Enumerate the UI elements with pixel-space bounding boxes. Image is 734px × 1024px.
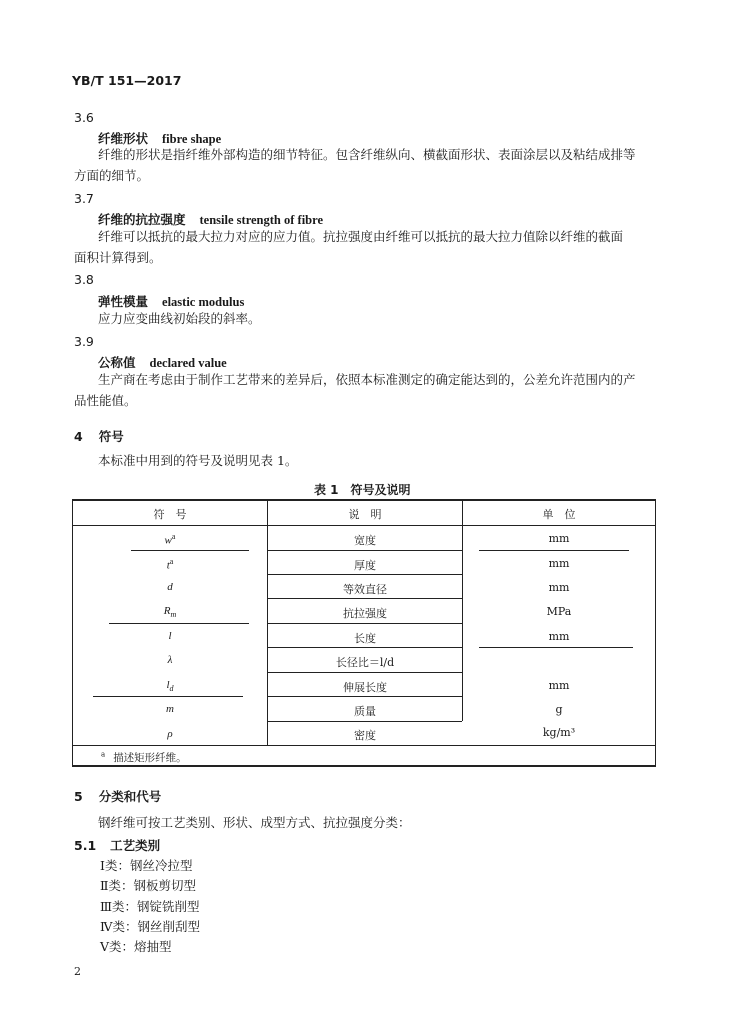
term-definition-line: 应力应变曲线初始段的斜率。 <box>98 311 261 326</box>
term-number: 3.7 <box>74 191 94 206</box>
page-number: 2 <box>74 965 81 978</box>
term-title-cn: 公称值 <box>98 355 136 370</box>
table-caption-title: 符号及说明 <box>350 483 411 497</box>
table-cell-description: 等效直径 <box>343 583 387 596</box>
term-definition-line: 方面的细节。 <box>74 168 150 183</box>
list-item: Ⅲ类：钢锭铣削型 <box>100 899 200 914</box>
table-cell-unit: MPa <box>546 605 572 618</box>
section-heading <box>74 787 161 805</box>
table-cell-symbol: $R_m$ <box>163 605 177 620</box>
table-cell-description: 长径比＝l/d <box>335 656 395 669</box>
table-cell-description: 密度 <box>354 729 376 742</box>
term-title <box>98 210 323 228</box>
section-title: 分类和代号 <box>98 789 162 804</box>
term-title <box>98 292 244 310</box>
table-cell-unit: kg/m³ <box>542 726 576 739</box>
table-cell-symbol: $t^a$ <box>166 557 174 572</box>
footnote-text: 描述矩形纤维。 <box>113 752 187 764</box>
table-cell-symbol: $w^a$ <box>164 532 176 547</box>
term-title-en: elastic modulus <box>162 295 245 309</box>
table-rule <box>131 550 249 551</box>
table-rule <box>479 550 629 551</box>
table-rule <box>267 598 462 599</box>
section-number: 5 <box>74 789 83 804</box>
section-heading <box>74 427 124 445</box>
subsection-title: 工艺类别 <box>110 838 161 853</box>
term-title-cn: 弹性模量 <box>98 294 149 309</box>
table-rule <box>73 525 655 526</box>
section-intro: 本标准中用到的符号及说明见表 1。 <box>98 453 298 468</box>
table-cell-unit: mm <box>548 581 570 594</box>
table-cell-unit: mm <box>548 679 570 692</box>
table-cell-description: 质量 <box>354 705 376 718</box>
list-item: Ⅳ类：钢丝削刮型 <box>100 919 200 934</box>
table-rule <box>267 574 462 575</box>
term-title-en: tensile strength of fibre <box>199 213 323 227</box>
table-rule <box>267 623 462 624</box>
symbols-table <box>72 499 656 767</box>
table-header-description: 说 明 <box>348 508 382 521</box>
table-cell-description: 宽度 <box>354 534 376 547</box>
table-cell-symbol: m <box>166 703 174 715</box>
table-rule <box>267 550 462 551</box>
term-title-en: declared value <box>149 356 227 370</box>
list-item: Ⅴ类：熔抽型 <box>100 939 172 954</box>
term-definition-line: 纤维的形状是指纤维外部构造的细节特征。包含纤维纵向、横截面形状、表面涂层以及粘结成排等 <box>98 147 636 162</box>
table-cell-symbol: d <box>167 581 173 593</box>
term-title-cn: 纤维的抗拉强度 <box>98 212 186 227</box>
table-footnote <box>101 750 187 765</box>
table-cell-description: 伸展长度 <box>343 681 387 694</box>
section-number: 4 <box>74 429 83 444</box>
term-definition-line: 纤维可以抵抗的最大拉力对应的应力值。抗拉强度由纤维可以抵抗的最大拉力值除以纤维的截面 <box>98 229 624 244</box>
table-cell-unit: mm <box>548 630 570 643</box>
list-item: Ⅰ类：钢丝冷拉型 <box>100 858 193 873</box>
table-cell-unit: g <box>555 703 563 716</box>
table-cell-unit: mm <box>548 532 570 545</box>
term-title-cn: 纤维形状 <box>98 131 149 146</box>
table-cell-symbol: $l_d$ <box>166 679 174 694</box>
subsection-heading <box>74 836 160 854</box>
term-definition-line: 生产商在考虑由于制作工艺带来的差异后，依照本标准测定的确定能达到的，公差允许范围内的产 <box>98 372 636 387</box>
table-header-unit: 单 位 <box>542 508 576 521</box>
table-rule <box>479 647 633 648</box>
table-rule <box>267 647 462 648</box>
subsection-number: 5.1 <box>74 838 97 853</box>
doc-header-id: YB/T 151—2017 <box>72 73 182 88</box>
term-definition-line: 品性能值。 <box>74 393 137 408</box>
table-rule <box>267 721 462 722</box>
table-cell-description: 抗拉强度 <box>343 607 387 620</box>
table-cell-description: 厚度 <box>354 559 376 572</box>
table-rule <box>93 696 243 697</box>
table-cell-description: 长度 <box>354 632 376 645</box>
table-caption <box>314 481 411 498</box>
table-rule <box>267 672 462 673</box>
section-title: 符号 <box>98 429 124 444</box>
table-cell-symbol: λ <box>167 654 173 666</box>
term-number: 3.9 <box>74 334 94 349</box>
table-cell-unit: mm <box>548 557 570 570</box>
table-rule <box>109 623 249 624</box>
table-header-symbol: 符 号 <box>153 508 187 521</box>
list-item: Ⅱ类：钢板剪切型 <box>100 878 196 893</box>
term-number: 3.6 <box>74 110 94 125</box>
table-caption-number: 表 1 <box>314 483 339 497</box>
section-intro: 钢纤维可按工艺类别、形状、成型方式、抗拉强度分类： <box>98 815 411 830</box>
table-cell-symbol: l <box>168 630 172 642</box>
term-title <box>98 353 227 371</box>
table-cell-symbol: ρ <box>167 728 173 740</box>
term-number: 3.8 <box>74 272 94 287</box>
footnote-mark: a <box>101 750 106 759</box>
term-definition-line: 面积计算得到。 <box>74 250 162 265</box>
table-rule <box>73 745 655 746</box>
table-rule <box>267 696 462 697</box>
term-title-en: fibre shape <box>162 132 222 146</box>
